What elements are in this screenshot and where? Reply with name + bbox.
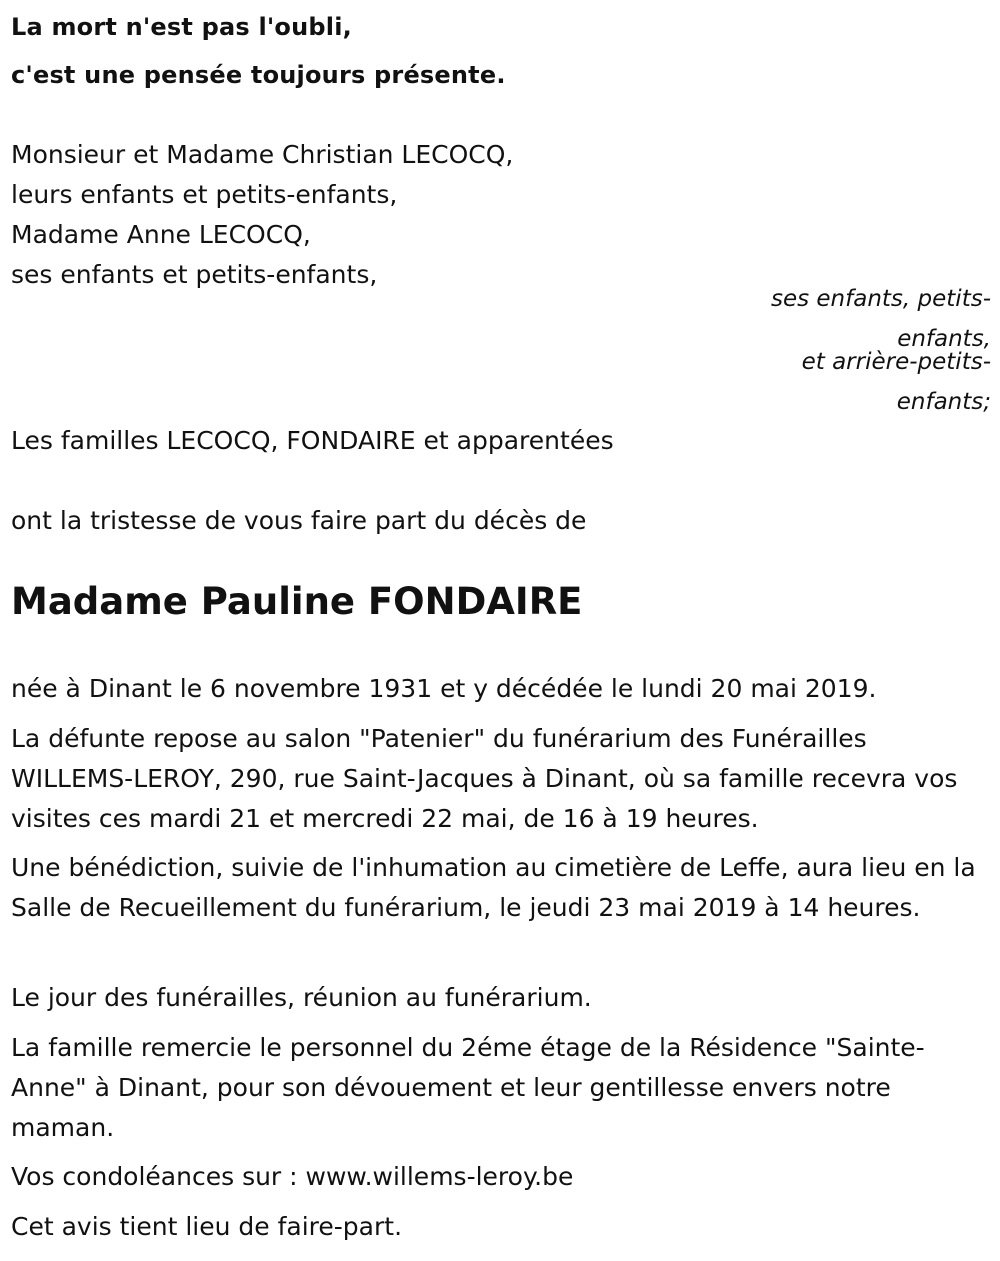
descendants-line-3: et arrière-petits- bbox=[801, 349, 991, 375]
ceremony-paragraph: Une bénédiction, suivie de l'inhumation au cimetière de Leffe, aura lieu en la Salle de Recueillement du funérarium, le jeudi 23 mai 2019 à 14 heures. bbox=[11, 853, 976, 922]
meeting-paragraph: Le jour des funérailles, réunion au funérarium. bbox=[11, 983, 592, 1012]
motto-line-2: c'est une pensée toujours présente. bbox=[11, 61, 506, 89]
family-line-4: ses enfants et petits-enfants, bbox=[11, 260, 378, 289]
family-line-1: Monsieur et Madame Christian LECOCQ, bbox=[11, 140, 514, 169]
thanks-paragraph: La famille remercie le personnel du 2éme étage de la Résidence "Sainte-Anne" à Dinant, pour son dévouement et leur gentillesse envers notre maman. bbox=[11, 1033, 925, 1142]
family-line-2: leurs enfants et petits-enfants, bbox=[11, 180, 398, 209]
visitation-paragraph: La défunte repose au salon "Patenier" du funérarium des Funérailles WILLEMS-LEROY, 290, rue Saint-Jacques à Dinant, où sa famille recevra vos visites ces mardi 21 et mercredi 22 mai, de 16 à 19 heures. bbox=[11, 724, 958, 833]
announcement-line: ont la tristesse de vous faire part du décès de bbox=[11, 506, 587, 535]
descendants-line-2: enfants, bbox=[897, 326, 991, 352]
descendants-line-1: ses enfants, petits- bbox=[770, 286, 991, 312]
deceased-name: Madame Pauline FONDAIRE bbox=[11, 580, 583, 623]
notice-line: Cet avis tient lieu de faire-part. bbox=[11, 1212, 403, 1241]
family-line-3: Madame Anne LECOCQ, bbox=[11, 220, 311, 249]
birth-death-paragraph: née à Dinant le 6 novembre 1931 et y décédée le lundi 20 mai 2019. bbox=[11, 674, 877, 703]
motto-line-1: La mort n'est pas l'oubli, bbox=[11, 13, 352, 41]
condolences-line: Vos condoléances sur : www.willems-leroy.be bbox=[11, 1162, 574, 1191]
descendants-line-4: enfants; bbox=[896, 389, 991, 415]
families-line: Les familles LECOCQ, FONDAIRE et apparentées bbox=[11, 426, 614, 455]
